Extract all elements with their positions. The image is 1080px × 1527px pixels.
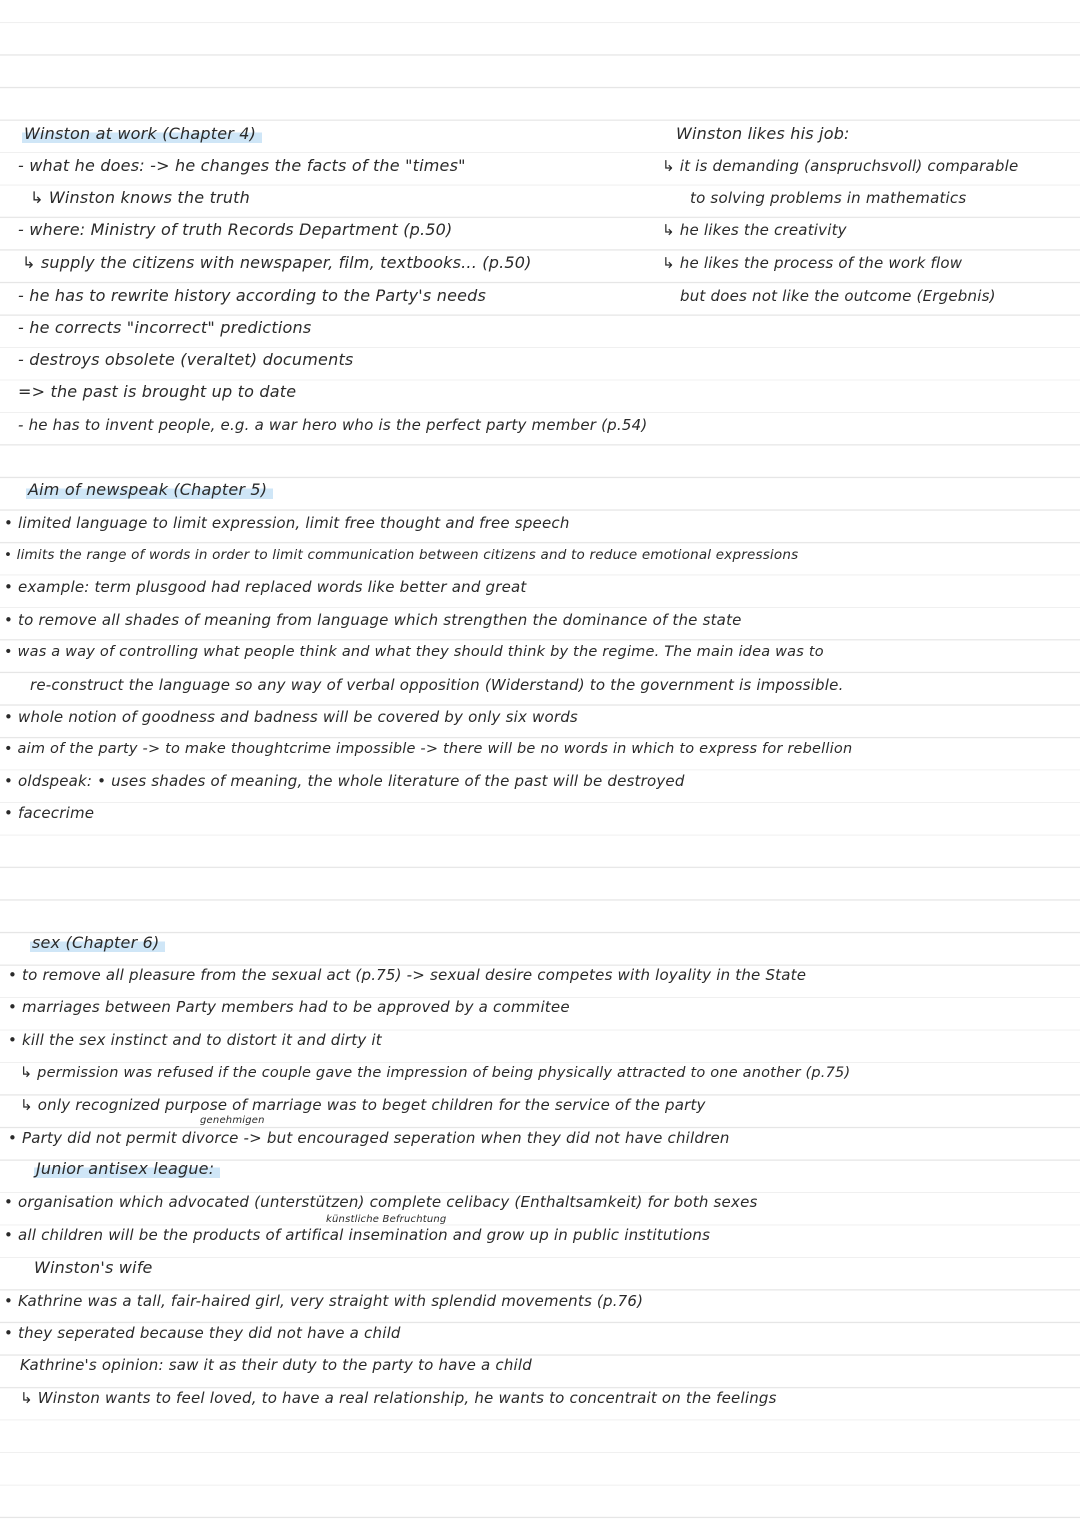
note-line: • kill the sex instinct and to distort it and dirty it	[8, 1031, 382, 1049]
annotation: künstliche Befruchtung	[326, 1214, 447, 1225]
note-line: • aim of the party -> to make thoughtcrime impossible -> there will be no words in which to express for rebellion	[4, 741, 853, 757]
heading-winston-likes-job: Winston likes his job:	[676, 124, 850, 143]
note-line: • whole notion of goodness and badness will be covered by only six words	[4, 708, 578, 726]
note-line: ↳ he likes the process of the work flow	[662, 254, 963, 272]
note-line: • all children will be the products of artifical insemination and grow up in public institutions	[4, 1226, 711, 1244]
note-line: ↳ he likes the creativity	[662, 221, 847, 239]
note-line: Kathrine's opinion: saw it as their duty to the party to have a child	[20, 1356, 533, 1374]
note-line: re-construct the language so any way of verbal opposition (Widerstand) to the government is impossible.	[30, 676, 844, 694]
heading-winston-at-work: Winston at work (Chapter 4)	[22, 123, 262, 145]
note-line: - he has to invent people, e.g. a war hero who is the perfect party member (p.54)	[18, 416, 648, 434]
note-line: - what he does: -> he changes the facts of the "times"	[18, 156, 466, 175]
note-line: • facecrime	[4, 804, 95, 822]
note-line: • Party did not permit divorce -> but encouraged seperation when they did not have children	[8, 1129, 730, 1147]
heading-sex: sex (Chapter 6)	[30, 932, 165, 954]
note-line: • marriages between Party members had to be approved by a commitee	[8, 998, 570, 1016]
note-line: - destroys obsolete (veraltet) documents	[18, 350, 354, 369]
note-line: - he has to rewrite history according to the Party's needs	[18, 286, 487, 305]
note-line: - where: Ministry of truth Records Department (p.50)	[18, 220, 453, 239]
note-line: • example: term plusgood had replaced words like better and great	[4, 578, 527, 596]
note-line: Winston's wife	[34, 1258, 153, 1277]
heading-aim-of-newspeak: Aim of newspeak (Chapter 5)	[26, 479, 273, 501]
note-line: ↳ only recognized purpose of marriage was to beget children for the service of the party	[20, 1096, 706, 1114]
note-line: ↳ Winston knows the truth	[30, 188, 250, 207]
note-line: • was a way of controlling what people think and what they should think by the regime. The main idea was to	[4, 644, 824, 660]
note-line: • they seperated because they did not have a child	[4, 1324, 401, 1342]
subheading-junior-antisex-league: Junior antisex league:	[34, 1158, 220, 1180]
note-line: • Kathrine was a tall, fair-haired girl, very straight with splendid movements (p.76)	[4, 1292, 644, 1310]
note-line: • organisation which advocated (unterstützen) complete celibacy (Enthaltsamkeit) for both sexes	[4, 1193, 758, 1211]
note-line: • limited language to limit expression, limit free thought and free speech	[4, 514, 570, 532]
note-line: to solving problems in mathematics	[690, 189, 967, 207]
note-line: • limits the range of words in order to limit communication between citizens and to reduce emotional expressions	[4, 547, 799, 563]
note-line: • oldspeak: • uses shades of meaning, the whole literature of the past will be destroyed	[4, 772, 685, 790]
note-line: ↳ supply the citizens with newspaper, film, textbooks... (p.50)	[22, 253, 532, 272]
note-line: ↳ Winston wants to feel loved, to have a real relationship, he wants to concentrait on the feelings	[20, 1389, 777, 1407]
note-line: • to remove all shades of meaning from language which strengthen the dominance of the state	[4, 611, 742, 629]
note-line: but does not like the outcome (Ergebnis)	[680, 287, 996, 305]
note-line: • to remove all pleasure from the sexual act (p.75) -> sexual desire competes with loyality in the State	[8, 966, 807, 984]
note-line: => the past is brought up to date	[18, 382, 297, 401]
note-line: - he corrects "incorrect" predictions	[18, 318, 312, 337]
annotation: genehmigen	[200, 1115, 265, 1126]
note-line: ↳ permission was refused if the couple gave the impression of being physically attracted to one another (p.75)	[20, 1065, 851, 1081]
note-line: ↳ it is demanding (anspruchsvoll) comparable	[662, 157, 1019, 175]
